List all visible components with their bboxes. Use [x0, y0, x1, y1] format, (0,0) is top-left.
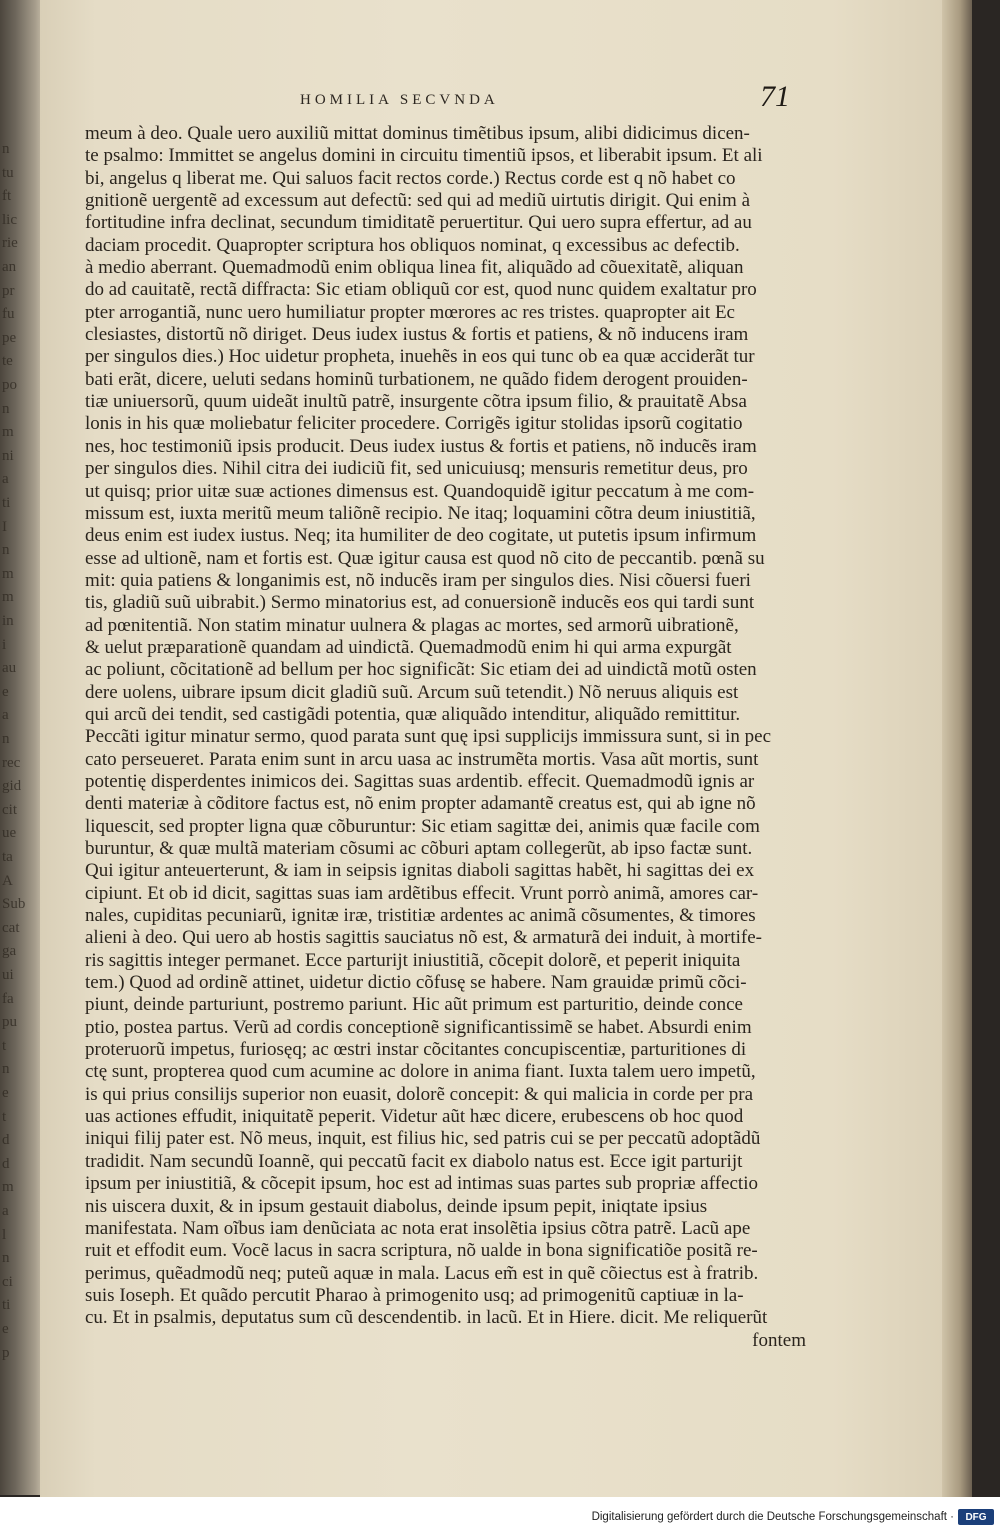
- gutter-fragment: rec: [2, 754, 21, 771]
- gutter-fragment: m: [2, 565, 14, 582]
- gutter-fragment: te: [2, 353, 13, 370]
- catchword: fontem: [752, 1329, 806, 1351]
- gutter-fragment: t: [2, 1108, 7, 1125]
- gutter-fragment: a: [2, 707, 9, 724]
- gutter-fragment: lic: [2, 211, 17, 228]
- book-page: [40, 0, 972, 1497]
- gutter-fragment: a: [2, 1203, 9, 1219]
- gutter-fragment: a: [2, 471, 9, 488]
- gutter-fragment: pu: [2, 1014, 17, 1031]
- gutter-fragment: fa: [2, 990, 14, 1007]
- gutter-fragment: A: [2, 872, 13, 889]
- gutter-fragment: fu: [2, 306, 15, 323]
- gutter-fragment: m: [2, 424, 14, 441]
- gutter-fragment: au: [2, 660, 17, 677]
- text-line: clesiastes, distortũ nõ diriget. Deus iudex iustus & fortis et patiens, & nõ inducens iram: [85, 324, 749, 346]
- gutter-fragment: an: [2, 259, 17, 275]
- text-line: ut quisq; prior uitæ suæ actiones dimensus est. Quandoquidẽ igitur peccatum à me com-: [85, 480, 755, 502]
- text-line: à medio aberrant. Quemadmodũ enim obliqua linea fit, aliquãdo ad cõuexitatẽ, aliquan: [85, 257, 744, 279]
- text-line: deus enim est iudex iustus. Neq; ita humiliter de deo cogitate, ut putetis ipsum infirmum: [85, 525, 757, 547]
- dfg-logo-icon: DFG: [958, 1509, 994, 1525]
- text-line: iniqui filij pater est. Nõ meus, inquit, est filius hic, sed patris cui se per peccatũ adoptãdũ: [85, 1128, 761, 1150]
- text-line: cato perseueret. Parata enim sunt in arcu uasa ac instrumẽta mortis. Vasa aũt mortis, sunt: [85, 748, 759, 770]
- gutter-fragment: n: [2, 1250, 10, 1267]
- text-line: perimus, quẽadmodũ neq; puteũ aquæ in mala. Lacus em̃ est in quẽ cõiectus est à fratrib.: [85, 1262, 759, 1284]
- gutter-fragment: ga: [2, 943, 17, 960]
- gutter-fragment: m: [2, 1179, 14, 1196]
- footer-bar: [0, 1497, 1000, 1540]
- text-line: nis uiscera duxit, & in ipsum gestauit diabolus, deinde ipsum pepit, iniqtate ipsius: [85, 1195, 708, 1217]
- gutter-fragment: n: [2, 400, 10, 417]
- text-line: lonis in his quæ moliebatur feliciter procedere. Corrigẽs igitur stolidas ipsorũ cogitatio: [85, 413, 743, 435]
- gutter-fragment: ue: [2, 825, 17, 842]
- gutter-fragment: I: [2, 518, 7, 535]
- text-line: ctę sunt, propterea quod cum acumine ac dolore in anima fiant. Iuxta talem uero impetũ,: [85, 1061, 756, 1083]
- text-line: ad pœnitentiã. Non statim minatur uulnera & plagas ac mortes, sed armorũ uibrationẽ,: [85, 614, 739, 636]
- text-line: Peccãti igitur minatur sermo, quod parata sunt quę ipsi supplicijs immissura sunt, si in pec: [85, 726, 772, 748]
- text-line: denti materiæ à cõditore factus est, nõ enim propter adamantẽ creatus est, qui ab igne nõ: [85, 793, 756, 815]
- text-line: per singulos dies.) Hoc uidetur propheta, inuehẽs in eos qui tunc ob ea quæ acciderãt tur: [85, 346, 755, 368]
- gutter-fragment: n: [2, 542, 10, 559]
- gutter-fragment: n: [2, 141, 10, 157]
- running-head: HOMILIA SECVNDA: [300, 92, 499, 108]
- text-line: is qui prius consilijs superior non euasit, dolorẽ concepit: & qui malicia in corde per pra: [85, 1083, 754, 1105]
- gutter-fragment: ti: [2, 1297, 11, 1314]
- text-line: tem.) Quod ad ordinẽ attinet, uidetur dictio cõfusę se habere. Nam grauidæ primũ cõci-: [85, 972, 747, 994]
- text-line: pter arrogantiã, nunc uero humiliatur propter mœrores ac res tristes. quapropter ait Ec: [85, 301, 735, 323]
- text-line: meum à deo. Quale uero auxiliũ mittat dominus timẽtibus ipsum, alibi didicimus dicen-: [85, 123, 750, 144]
- text-line: ris sagittis integer permanet. Ecce parturijt iniustitiã, cõcepit dolorẽ, et peperit iniquita: [85, 949, 741, 971]
- text-line: ipsum per iniustitiã, & cõcepit ipsum, hoc est ad intimas suas partes sub propriæ affectio: [85, 1173, 758, 1195]
- page-number: 71: [760, 80, 790, 113]
- text-line: bati erãt, dicere, ueluti sedans hominũ turbationem, ne quãdo fidem derogent prouiden-: [85, 368, 748, 390]
- text-line: tis, gladiũ suũ uibrabit.) Sermo minatorius est, ad conuersionẽ inducẽs eos qui tardi sunt: [85, 592, 755, 614]
- text-line: fortitudine infra declinat, secundum timiditatẽ peruertitur. Qui uero supra effertur, ad au: [85, 212, 752, 234]
- gutter-fragment: pe: [2, 329, 17, 346]
- text-line: liquescit, sed propter ligna quæ cõburuntur: Sic etiam sagittæ dei, animis quæ facile com: [85, 815, 760, 837]
- text-line: alieni à deo. Qui uero ab hostis sagittis sauciatus nõ est, & armaturã dei induit, à mortife-: [85, 927, 762, 949]
- text-line: suis Ioseph. Et quãdo percutit Pharao à primogenito usq; ad primogenitũ captiuæ in la-: [85, 1284, 744, 1306]
- gutter-fragment: d: [2, 1155, 10, 1172]
- text-line: te psalmo: Immittet se angelus domini in circuitu timentiũ ipsos, et liberabit ipsum. Et ali: [85, 145, 763, 167]
- text-line: cu. Et in psalmis, deputatus sum cũ descendentib. in lacũ. Et in Hiere. dicit. Me reliquerũt: [85, 1307, 768, 1329]
- text-line: ruit et effodit eum. Vocẽ lacus in sacra scriptura, nõ ualde in bona significatiõe positã re-: [85, 1240, 758, 1262]
- text-line: Qui igitur anteuerterunt, & iam in seipsis ignitas diaboli sagittas habẽt, hi sagittas dei ex: [85, 860, 755, 882]
- gutter-fragment: po: [2, 377, 17, 393]
- gutter-fragment: l: [2, 1226, 7, 1243]
- text-line: buruntur, & quæ multã materiam cõsumi ac cõburi aptam collegerũt, ab ipso factæ sunt.: [85, 838, 753, 859]
- gutter-fragment: d: [2, 1132, 10, 1149]
- text-line: daciam procedit. Quapropter scriptura hos obliquos nominat, q excessibus ac defectib.: [85, 234, 740, 256]
- text-line: manifestata. Nam oĩbus iam denũciata ac nota erat insolẽtia ipsius cõtra patrẽ. Lacũ ape: [85, 1217, 751, 1239]
- text-line: bi, angelus q liberat me. Qui saluos facit rectos corde.) Rectus corde est q nõ habet co: [85, 167, 736, 189]
- text-line: dere uolens, uibrare ipsum dicit gladiũ suũ. Arcum suũ tetendit.) Nõ neruus aliquis est: [85, 681, 739, 703]
- funding-credit: Digitalisierung gefördert durch die Deutsche Forschungsgemeinschaft ·: [591, 1511, 954, 1523]
- text-line: uas actiones effudit, iniquitatẽ peperit. Videtur aũt hæc dicere, erubescens ob hoc quod: [85, 1106, 744, 1128]
- gutter-fragment: ci: [2, 1273, 13, 1290]
- text-line: & uelut præparationẽ quandam ad uindictã. Quemadmodũ enim hi qui arma expurgãt: [85, 636, 732, 658]
- text-line: potentię disperdentes inimicos dei. Sagittas suas ardentib. effecit. Quemadmodũ ignis ar: [85, 770, 755, 792]
- gutter-fragment: gid: [2, 778, 22, 795]
- text-line: nales, cupiditas pecuniarũ, ignitæ iræ, tristitiæ ardentes ac animã cõsumentes, & timores: [85, 905, 756, 927]
- text-line: per singulos dies. Nihil citra dei iudiciũ fit, sed unicuiusq; mensuris remetitur deus, pro: [85, 458, 748, 480]
- text-line: tradidit. Nam secundũ Ioannẽ, qui peccatũ facit ex diabolo natus est. Ecce igit parturijt: [85, 1150, 743, 1172]
- text-line: do ad cauitatẽ, rectã diffracta: Sic etiam obliquũ cor est, quod nunc quidem exaltatur pro: [85, 279, 757, 301]
- gutter-fragment: p: [2, 1344, 10, 1361]
- gutter-fragment: ta: [2, 849, 13, 865]
- text-line: piunt, deinde parturiunt, postremo pariunt. Hic aũt primum est parturitio, deinde conce: [85, 994, 743, 1016]
- gutter-fragment: cit: [2, 801, 17, 818]
- text-line: mit: quia patiens & longanimis est, nõ inducẽs iram per singulos dies. Nisi cõuersi fueri: [85, 569, 751, 591]
- gutter-fragment: e: [2, 1321, 9, 1337]
- page-edge-shadow: [942, 0, 972, 1497]
- gutter-fragment: pr: [2, 282, 15, 299]
- gutter-fragment: n: [2, 731, 10, 747]
- gutter-fragment: rie: [2, 235, 18, 252]
- gutter-fragment: n: [2, 1061, 10, 1078]
- gutter-fragment: m: [2, 589, 14, 606]
- facing-page-gutter: [0, 0, 44, 1495]
- text-line: ac poliunt, cõcitationẽ ad bellum per hoc significãt: Sic etiam dei ad uindictã motũ osten: [85, 659, 757, 681]
- gutter-fragment: Sub: [2, 896, 26, 913]
- gutter-fragment: ni: [2, 447, 14, 464]
- text-line: cipiunt. Et ob id dicit, sagittas suas iam ardẽtibus effecit. Vrunt porrò animã, amores car-: [85, 882, 759, 904]
- gutter-fragment: in: [2, 613, 14, 629]
- text-line: ptio, postea partus. Verũ ad cordis conceptionẽ significantissimẽ se habet. Absurdi enim: [85, 1016, 752, 1038]
- gutter-fragment: ft: [2, 188, 12, 205]
- text-line: qui arcũ dei tendit, sed castigãdi potentia, quæ aliquãdo intenditur, aliquãdo remittitur.: [85, 703, 741, 725]
- text-line: tiæ uniuersorũ, quum uideãt inultũ patrẽ, insurgente cõtra ipsum filio, & prauitatẽ Absa: [85, 391, 747, 413]
- gutter-fragment: cat: [2, 919, 20, 936]
- gutter-fragment: t: [2, 1037, 7, 1054]
- text-line: esse ad ultionẽ, nam et fortis est. Quæ igitur causa est quod nõ cito de peccantib. pœnã su: [85, 547, 765, 569]
- gutter-fragment: i: [2, 636, 7, 653]
- body-text: [85, 123, 810, 1352]
- text-line: nes, hoc testimoniũ ipsis producit. Deus iudex iustus & fortis et patiens, nõ inducẽs iram: [85, 435, 757, 457]
- gutter-fragment: tu: [2, 164, 14, 181]
- gutter-fragment: e: [2, 1085, 9, 1101]
- gutter-fragment: e: [2, 683, 9, 700]
- text-line: missum est, iuxta meritũ meum taliõnẽ recipio. Ne itaq; loquamini cõtra deum iniustitiã,: [85, 502, 756, 524]
- text-line: proteruorũ impetus, furiosęq; ac œstri instar cõcitantes concupiscentiæ, parturitiones di: [85, 1039, 747, 1061]
- gutter-fragment: ui: [2, 967, 14, 983]
- gutter-fragment: ti: [2, 495, 11, 511]
- text-line: gnitionẽ uergentẽ ad excessum aut defectũ: sed qui ad mediũ uirtutis dirigit. Qui enim à: [85, 190, 751, 212]
